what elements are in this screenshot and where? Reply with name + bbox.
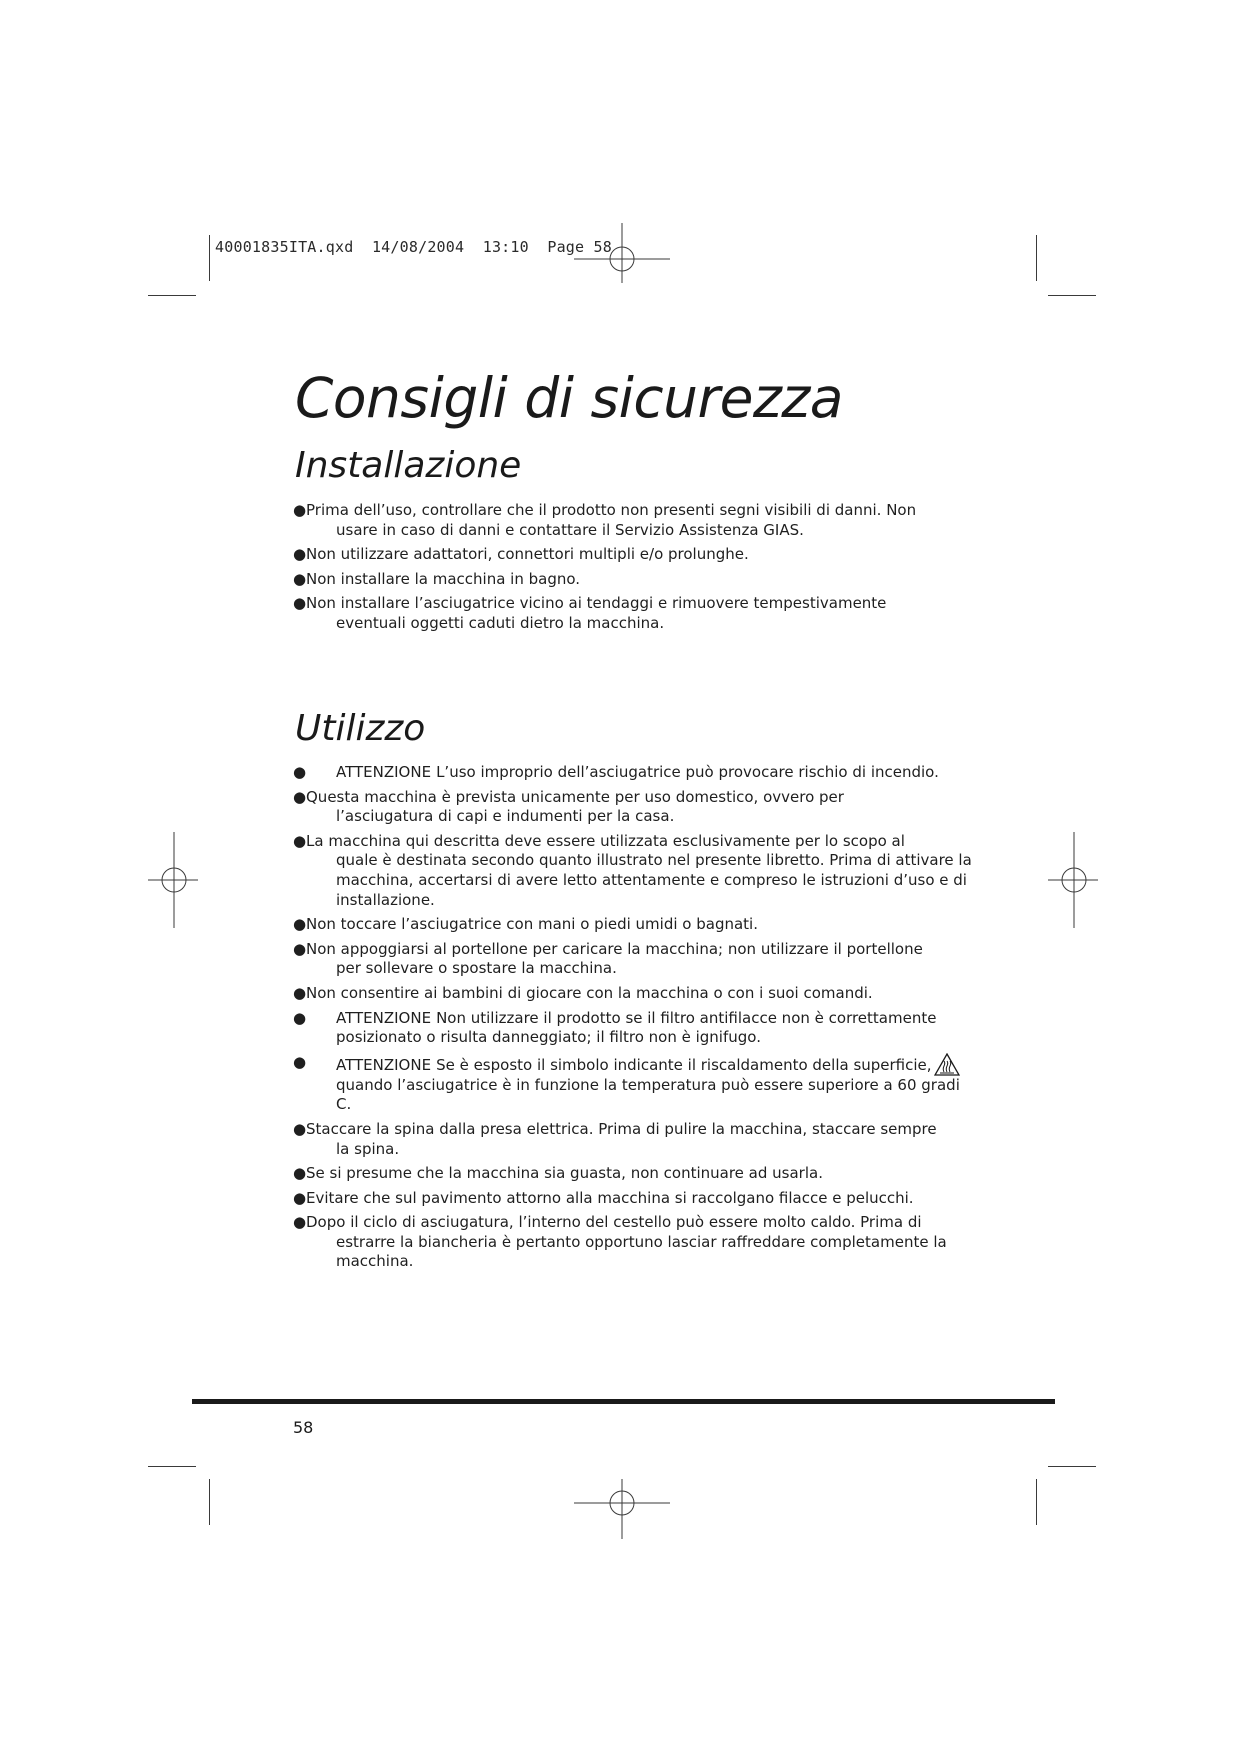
crop-mark-top-right-v [1036,235,1037,281]
registration-mark-right [1026,832,1122,928]
bullet-icon: ● [293,1052,307,1071]
bullet-icon: ● [293,1188,307,1207]
utilizzo-list [293,763,973,1277]
bullet-icon: ● [293,1164,307,1183]
bullet-icon: ● [293,594,307,613]
list-item [293,832,973,910]
slug-filename: 40001835ITA.qxd [215,238,354,256]
item-text-cont: eventuali oggetti caduti dietro la macchina. [336,613,665,632]
list-item [293,915,973,935]
item-text-cont: l’asciugatura di capi e indumenti per la casa. [336,807,675,826]
registration-mark-bottom [574,1455,670,1551]
crop-mark-top-left-v [209,235,210,281]
bullet-icon: ● [293,1008,307,1027]
attention-label: ATTENZIONE [336,763,432,781]
bullet-icon: ● [293,501,307,519]
attention-label: ATTENZIONE [336,1055,432,1074]
list-item [293,545,973,565]
list-item-warning [293,763,973,783]
list-item [293,594,973,633]
slug-time: 13:10 [482,238,529,256]
list-item [293,788,973,827]
list-item [293,940,973,979]
page-title: Consigli di sicurezza [295,366,843,430]
installazione-list [293,501,973,639]
item-text: Non utilizzare il prodotto se il filtro antifilacce non è correttamente posizionato o risulta danneggiato; il filtro non è ignifugo. [336,1008,937,1047]
item-text: Prima dell’uso, controllare che il prodotto non presenti segni visibili di danni. Non [306,501,917,519]
item-text-cont: per sollevare o spostare la macchina. [336,959,617,978]
item-text-cont: la spina. [336,1139,400,1158]
list-item [293,501,973,540]
bullet-icon: ● [293,545,307,564]
list-item-warning [293,1009,973,1048]
crop-mark-top-left-h [148,295,196,296]
slug-date: 14/08/2004 [371,238,465,256]
item-text-cont: quale è destinata secondo quanto illustrato nel presente libretto. Prima di attivare la macchina, accertarsi di avere letto attentamente e compreso le istruzioni d’uso e di installazione. [336,851,972,909]
item-text: Se si presume che la macchina sia guasta, non continuare ad usarla. [306,1164,823,1183]
bullet-icon: ● [293,915,307,934]
registration-mark-top [574,211,670,307]
list-item [293,984,973,1004]
print-slug [215,238,612,256]
item-text: La macchina qui descritta deve essere utilizzata esclusivamente per lo scopo al [306,831,905,850]
crop-mark-bottom-left-v [209,1479,210,1525]
list-item [293,1120,973,1159]
crop-mark-bottom-right-v [1036,1479,1037,1525]
page-number: 58 [293,1418,314,1437]
crop-mark-bottom-right-h [1048,1466,1096,1467]
registration-mark-left [126,832,222,928]
item-text: L’uso improprio dell’asciugatrice può provocare rischio di incendio. [436,763,939,781]
section-heading-installazione: Installazione [295,445,522,486]
bullet-icon: ● [293,1119,307,1138]
section-heading-utilizzo: Utilizzo [295,708,426,749]
list-item-warning [293,1053,973,1115]
item-text-cont: usare in caso di danni e contattare il Servizio Assistenza GIAS. [336,520,804,539]
bullet-icon: ● [293,831,307,850]
bullet-icon: ● [293,983,307,1002]
item-text: Questa macchina è prevista unicamente per uso domestico, ovvero per [306,787,844,806]
item-text: Non toccare l’asciugatrice con mani o piedi umidi o bagnati. [306,915,758,934]
item-text: Evitare che sul pavimento attorno alla macchina si raccolgano filacce e pelucchi. [306,1188,914,1207]
list-item [293,570,973,590]
bullet-icon: ● [293,939,307,958]
list-item [293,1164,973,1184]
slug-page: Page 58 [547,238,612,256]
bullet-icon: ● [293,763,307,781]
bullet-icon: ● [293,787,307,806]
item-text: Dopo il ciclo di asciugatura, l’interno del cestello può essere molto caldo. Prima di [306,1213,922,1232]
list-item [293,1213,973,1272]
crop-mark-bottom-left-h [148,1466,196,1467]
item-text: Non installare l’asciugatrice vicino ai tendaggi e rimuovere tempestivamente [306,594,887,613]
item-text: Non installare la macchina in bagno. [306,569,581,588]
item-text: Se è esposto il simbolo indicante il riscaldamento della superficie, [436,1055,932,1074]
bullet-icon: ● [293,1213,307,1232]
item-text: Staccare la spina dalla presa elettrica. Prima di pulire la macchina, staccare sempre [306,1119,937,1138]
list-item [293,1189,973,1209]
hot-surface-warning-icon [934,1053,960,1076]
item-text-cont: estrarre la biancheria è pertanto opportuno lasciar raffreddare completamente la macchina. [336,1232,947,1271]
item-text: Non utilizzare adattatori, connettori multipli e/o prolunghe. [306,545,749,564]
item-text: Non appoggiarsi al portellone per caricare la macchina; non utilizzare il portellone [306,939,923,958]
crop-mark-top-right-h [1048,295,1096,296]
item-text-cont: quando l’asciugatrice è in funzione la temperatura può essere superiore a 60 gradi C. [336,1075,960,1114]
bullet-icon: ● [293,569,307,588]
attention-label: ATTENZIONE [336,1008,432,1027]
item-text: Non consentire ai bambini di giocare con la macchina o con i suoi comandi. [306,983,873,1002]
footer-rule [192,1399,1055,1404]
